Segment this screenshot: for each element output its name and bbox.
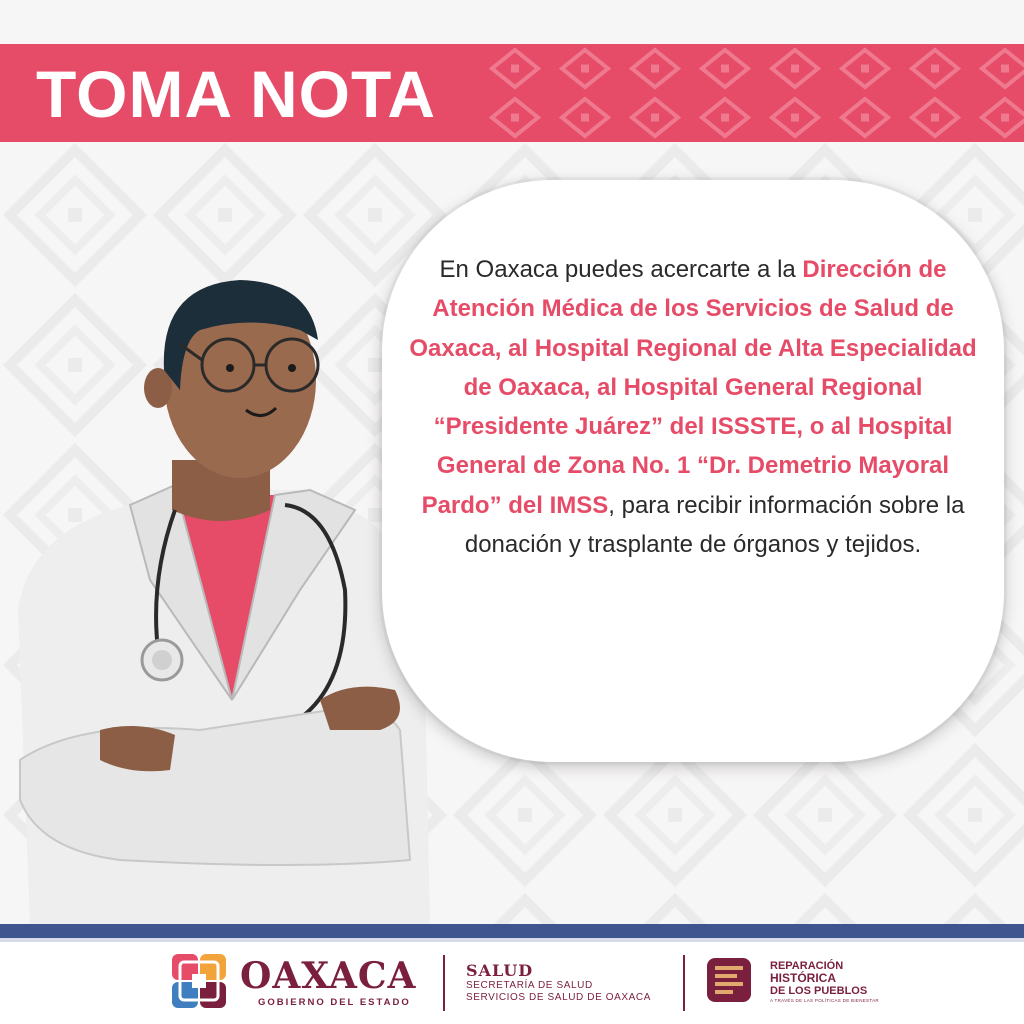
message-text (400, 250, 986, 564)
header-pattern (480, 44, 1024, 142)
reparacion-logo-icon (707, 958, 751, 1002)
reparacion-line1: REPARACIÓN (770, 960, 844, 972)
footer-divider (443, 955, 445, 1011)
oaxaca-subtitle: GOBIERNO DEL ESTADO (258, 997, 411, 1008)
reparacion-line3: DE LOS PUEBLOS (770, 985, 868, 997)
message-highlight: Dirección de Atención Médica de los Servicios de Salud de Oaxaca, al Hospital Regional de Alta Especialidad de Oaxaca, al Hospital General Regional “Presidente Juárez” del ISSSTE, o al Hospital General de Zona No. 1 “Dr. Demetrio Mayoral Pardo” del IMSS (409, 256, 977, 519)
footer-divider (683, 955, 685, 1011)
page-title: TOMA NOTA (36, 57, 437, 131)
message-intro: En Oaxaca puedes acercarte a la (439, 256, 803, 283)
footer-bar (0, 924, 1024, 938)
header-band (0, 44, 1024, 142)
salud-title: SALUD (466, 961, 534, 980)
oaxaca-logo-icon (170, 952, 228, 1010)
doctor-illustration (0, 260, 440, 924)
reparacion-line2: HISTÓRICA (770, 971, 836, 985)
message-outro: , para recibir información sobre la donación y trasplante de órganos y tejidos. (464, 491, 965, 559)
oaxaca-name: OAXACA (240, 955, 417, 997)
salud-line2: SERVICIOS DE SALUD DE OAXACA (466, 992, 651, 1003)
reparacion-line4: A TRAVÉS DE LAS POLÍTICAS DE BIENESTAR (770, 998, 879, 1003)
salud-line1: SECRETARÍA DE SALUD (466, 980, 593, 991)
